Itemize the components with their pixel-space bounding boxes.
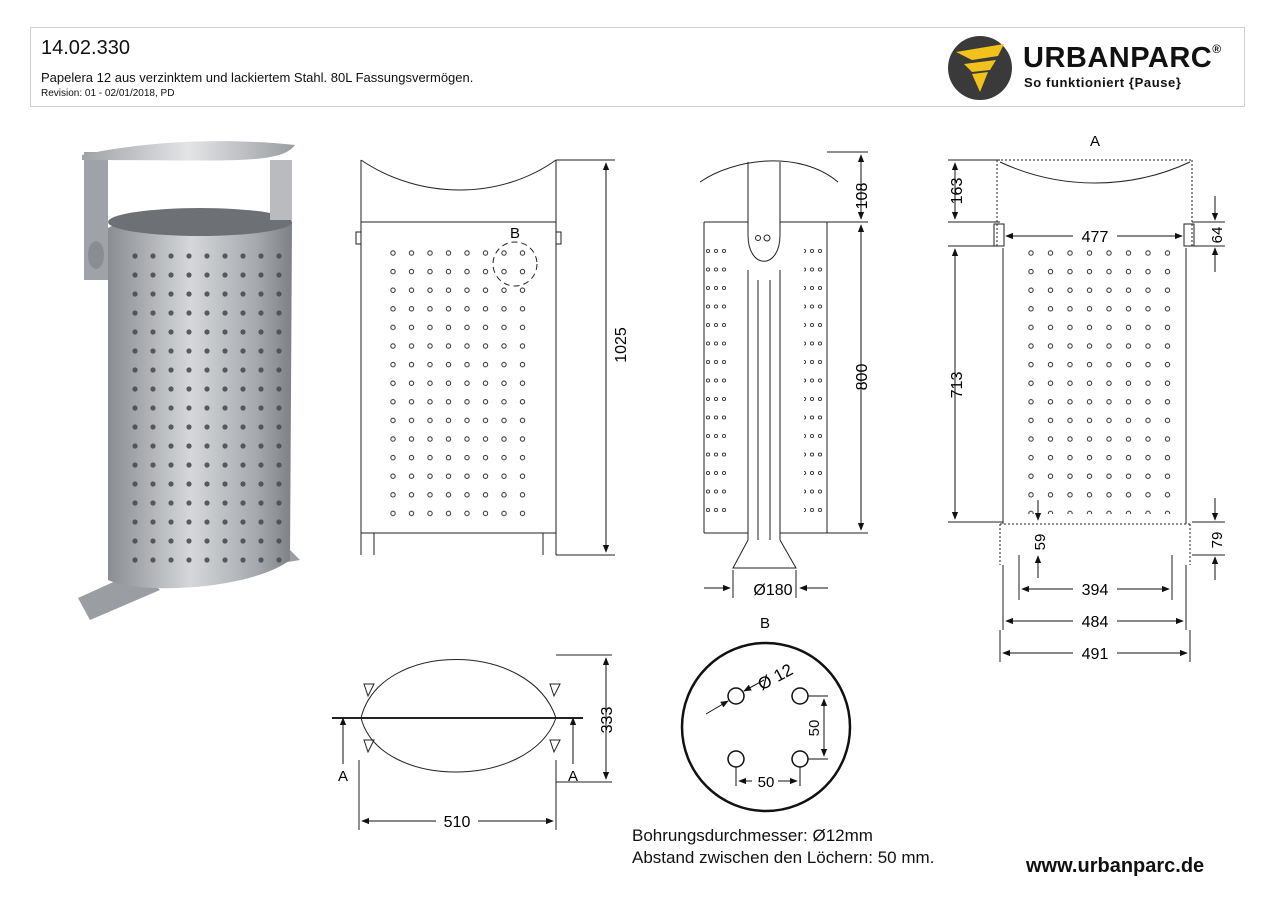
dim-width-484: 484 xyxy=(1081,614,1109,631)
dim-width-510: 510 xyxy=(443,814,471,831)
dim-base-diameter: Ø180 xyxy=(753,582,793,599)
dim-foot-left-59: 59 xyxy=(1032,533,1049,551)
cut-marker-left: A xyxy=(337,768,349,785)
detail-b-label: B xyxy=(759,615,771,632)
section-a-label: A xyxy=(1089,133,1101,150)
dim-hole-spacing-vertical: 50 xyxy=(806,719,823,737)
dim-body-800: 800 xyxy=(854,363,871,391)
brand-slogan: So funktioniert {Pause} xyxy=(1024,75,1182,90)
dim-inner-width-477: 477 xyxy=(1081,229,1109,246)
top-view xyxy=(332,660,583,773)
revision-info: Revision: 01 - 02/01/2018, PD xyxy=(41,88,175,99)
dim-top-163: 163 xyxy=(949,177,966,205)
product-description: Papelera 12 aus verzinktem und lackiertem Stahl. 80L Fassungsvermögen. xyxy=(41,70,474,85)
dim-height-1025: 1025 xyxy=(613,327,630,363)
side-view xyxy=(700,161,838,568)
detail-b-marker: B xyxy=(509,225,521,242)
dim-hole-spacing-horizontal: 50 xyxy=(757,774,775,791)
dim-body-713: 713 xyxy=(949,371,966,399)
dim-top-108: 108 xyxy=(854,182,871,210)
section-view xyxy=(994,160,1194,565)
website-link[interactable]: www.urbanparc.de xyxy=(1026,855,1205,877)
brand-name: URBANPARC® xyxy=(1023,42,1222,74)
note-hole-spacing: Abstand zwischen den Löchern: 50 mm. xyxy=(632,848,935,867)
product-code: 14.02.330 xyxy=(41,37,130,59)
note-hole-diameter: Bohrungsdurchmesser: Ø12mm xyxy=(632,826,873,845)
product-photo xyxy=(78,141,300,620)
dim-feet-394: 394 xyxy=(1081,582,1109,599)
dim-rim-64: 64 xyxy=(1209,226,1226,244)
front-view xyxy=(356,160,561,555)
cut-marker-right: A xyxy=(567,768,579,785)
dim-depth-333: 333 xyxy=(599,706,616,734)
dim-foot-right-79: 79 xyxy=(1209,531,1226,549)
dim-width-491: 491 xyxy=(1081,646,1109,663)
dim-hole-diameter: Ø 12 xyxy=(754,660,797,695)
